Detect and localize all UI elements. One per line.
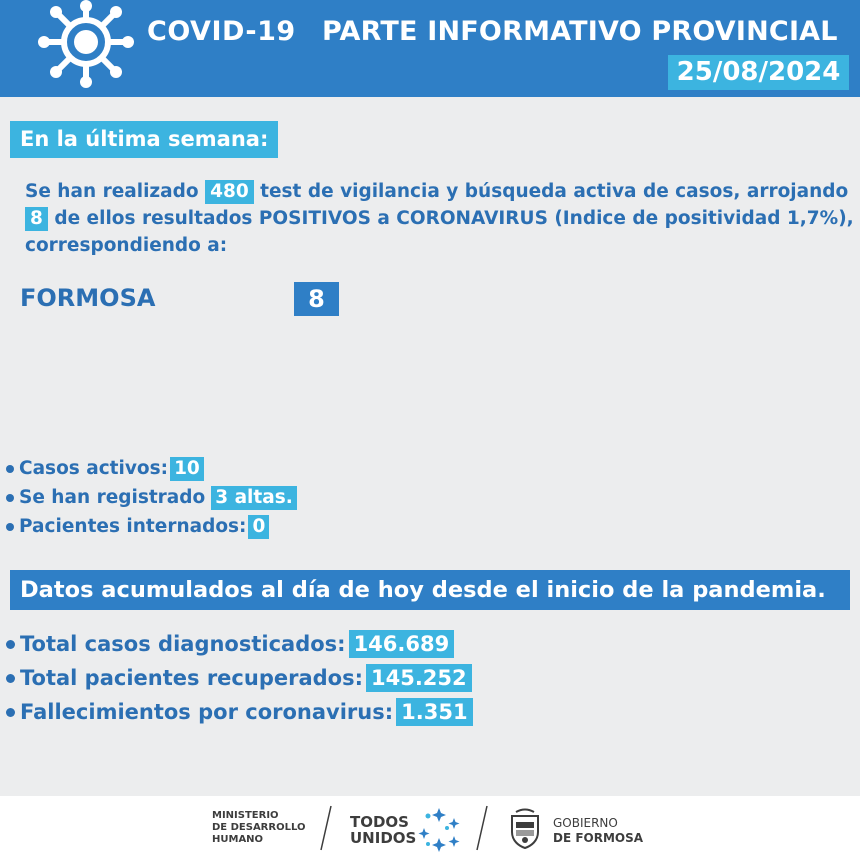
list-item [6, 661, 473, 695]
gov-line: DE FORMOSA [553, 831, 644, 845]
province-name: FORMOSA [20, 284, 156, 312]
report-date: 25/08/2024 [668, 55, 849, 90]
covid-label: COVID-19 [147, 16, 296, 47]
status-value: 10 [170, 457, 204, 481]
cumulative-list [6, 627, 473, 729]
list-item [6, 483, 297, 512]
slogan-line: TODOS [350, 813, 409, 831]
summary-text-2: test de vigilancia y búsqueda activa de casos, arrojando [260, 181, 849, 202]
footer-logos [0, 796, 860, 860]
bullet-icon [6, 640, 15, 649]
government-logo [553, 816, 643, 846]
slogan-line: UNIDOS [350, 829, 417, 847]
gov-line: GOBIERNO [553, 816, 618, 830]
page-title: PARTE INFORMATIVO PROVINCIAL [322, 16, 838, 47]
list-item [6, 512, 297, 541]
divider-slash [318, 804, 334, 852]
total-label: Fallecimientos por coronavirus: [20, 700, 394, 724]
total-value: 146.689 [349, 630, 455, 658]
bullet-icon [6, 465, 14, 473]
positives-count: 8 [25, 207, 48, 231]
status-value: 3 altas. [211, 486, 297, 510]
ministry-line: HUMANO [212, 834, 264, 845]
bullet-icon [6, 674, 15, 683]
province-value: 8 [294, 282, 339, 316]
list-item [6, 627, 473, 661]
list-item [6, 695, 473, 729]
summary-text-3: de ellos resultados POSITIVOS a CORONAVIRUS (Indice de positividad 1,7%), [54, 208, 854, 229]
total-value: 145.252 [366, 664, 472, 692]
status-list [6, 454, 297, 541]
ministry-logo [212, 810, 305, 846]
stars-icon [416, 806, 462, 852]
status-label: Casos activos: [19, 458, 169, 479]
status-value: 0 [248, 515, 269, 539]
virus-icon [32, 0, 140, 92]
total-label: Total pacientes recuperados: [20, 666, 363, 690]
status-label: Pacientes internados: [19, 516, 247, 537]
total-value: 1.351 [396, 698, 472, 726]
divider-slash [474, 804, 490, 852]
cumulative-heading: Datos acumulados al día de hoy desde el inicio de la pandemia. [10, 570, 850, 610]
ministry-line: DE DESARROLLO [212, 822, 306, 833]
summary-text-1: Se han realizado [25, 181, 199, 202]
bullet-icon [6, 523, 14, 531]
total-label: Total casos diagnosticados: [20, 632, 346, 656]
list-item [6, 454, 297, 483]
ministry-line: MINISTERIO [212, 810, 279, 821]
status-label: Se han registrado [19, 487, 206, 508]
week-heading: En la última semana: [10, 121, 278, 158]
bullet-icon [6, 708, 15, 717]
tests-count: 480 [205, 180, 254, 204]
coat-of-arms-icon [506, 808, 544, 850]
summary-text-4: correspondiendo a: [25, 235, 228, 256]
bullet-icon [6, 494, 14, 502]
header-banner [0, 0, 860, 97]
week-summary [25, 178, 855, 259]
slogan-logo [350, 814, 416, 846]
